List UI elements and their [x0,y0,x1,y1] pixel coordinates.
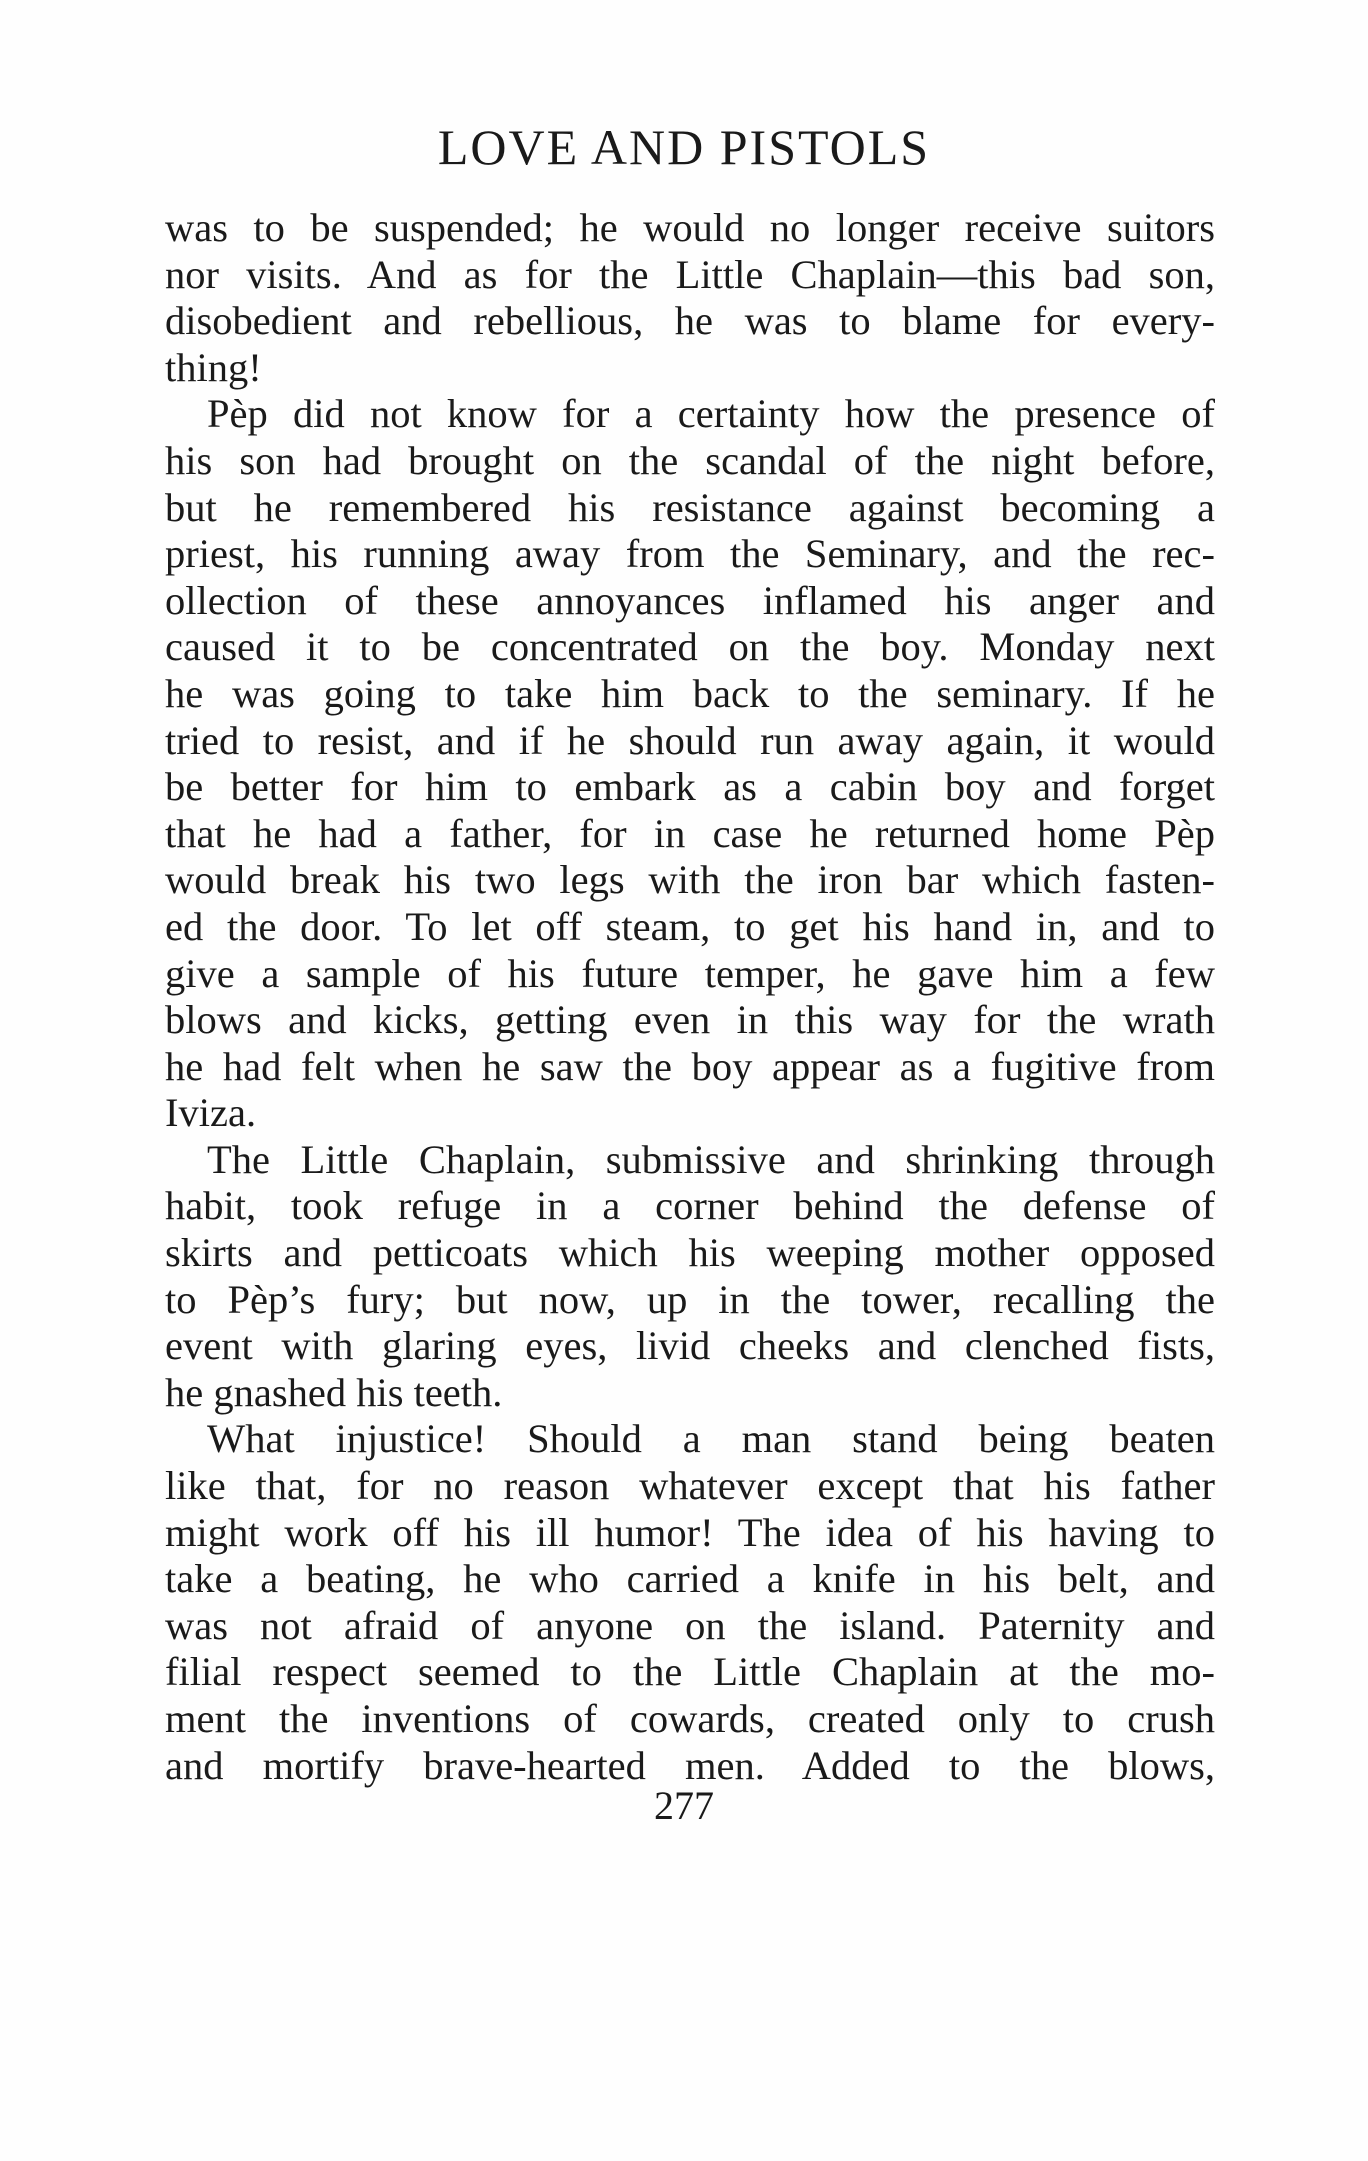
text-line: was not afraid of anyone on the island. Paternity and [165,1602,1215,1648]
text-line: be better for him to embark as a cabin boy and forget [165,764,1215,810]
text-line: thing! [165,344,262,390]
body-text [165,205,1215,1789]
text-line: habit, took refuge in a corner behind the defense of [165,1183,1215,1229]
text-line: to Pèp’s fury; but now, up in the tower, recalling the [165,1276,1215,1322]
text-line: priest, his running away from the Seminary, and the rec- [165,531,1215,577]
text-line: blows and kicks, getting even in this way for the wrath [165,997,1215,1043]
running-title: LOVE AND PISTOLS [437,119,931,175]
text-line: filial respect seemed to the Little Chaplain at the mo- [165,1649,1215,1695]
page-number: 277 [654,1783,714,1828]
text-line: Pèp did not know for a certainty how the presence of [207,391,1215,437]
text-line: he was going to take him back to the seminary. If he [165,670,1215,716]
text-line: was to be suspended; he would no longer receive suitors [165,205,1215,250]
text-line: give a sample of his future temper, he gave him a few [165,950,1215,996]
text-line: and mortify brave-hearted men. Added to the blows, [165,1742,1215,1788]
text-line: skirts and petticoats which his weeping mother opposed [165,1230,1215,1276]
text-line: The Little Chaplain, submissive and shrinking through [207,1136,1215,1182]
text-line: might work off his ill humor! The idea of his having to [165,1509,1215,1555]
text-line: ment the inventions of cowards, created only to crush [165,1696,1215,1741]
text-line: ed the door. To let off steam, to get his hand in, and to [165,903,1215,949]
text-line: like that, for no reason whatever except that his father [165,1463,1215,1509]
text-line: but he remembered his resistance against becoming a [165,484,1215,530]
text-line: Iviza. [165,1090,257,1136]
text-line: caused it to be concentrated on the boy. Monday next [165,624,1215,670]
text-line: event with glaring eyes, livid cheeks and clenched fists, [165,1323,1215,1369]
text-line: take a beating, he who carried a knife in his belt, and [165,1556,1215,1602]
text-line: disobedient and rebellious, he was to blame for every- [165,298,1215,344]
text-line: would break his two legs with the iron bar which fasten- [165,857,1215,903]
text-line: tried to resist, and if he should run away again, it would [165,717,1215,763]
text-line: What injustice! Should a man stand being beaten [207,1416,1215,1462]
text-line: he gnashed his teeth. [165,1369,503,1415]
text-line: his son had brought on the scandal of the night before, [165,437,1215,483]
text-line: that he had a father, for in case he returned home Pèp [165,810,1215,856]
text-line: he had felt when he saw the boy appear as a fugitive from [165,1043,1215,1089]
text-line: nor visits. And as for the Little Chaplain—this bad son, [165,251,1215,297]
text-line: ollection of these annoyances inflamed his anger and [165,577,1215,623]
